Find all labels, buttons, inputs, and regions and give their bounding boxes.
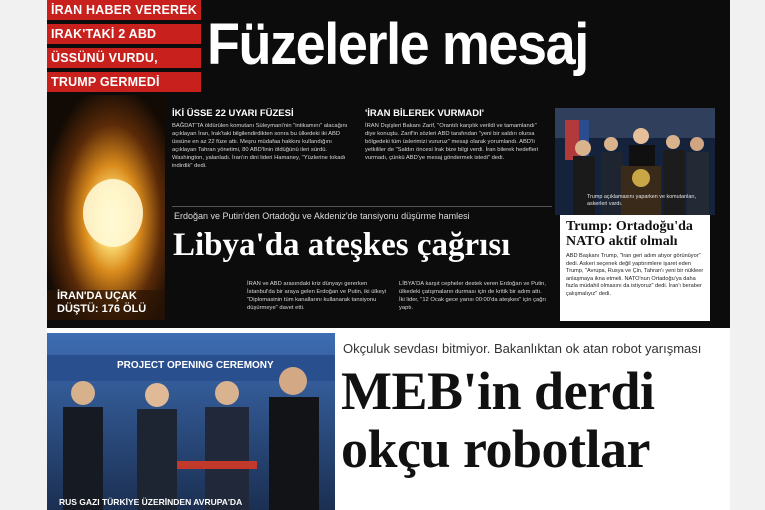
- meb-subhead: Okçuluk sevdası bitmiyor. Bakanlıktan ok atan robot yarışması: [343, 341, 702, 356]
- divider: [172, 206, 552, 207]
- libya-column2: LİBYA'DA karşıt cepheler destek veren Erdoğan ve Putin, ülkedeki çatışmaların durması için de kritik bir adım attı. İki lider, "12 Ocak gece yarısı 00:00'da ateşkes" için çağrı yaptı.: [399, 281, 546, 311]
- kicker-line-1: İRAN HABER VEREREK: [47, 0, 201, 20]
- side-story-body: ABD Başkanı Trump, "İran geri adım atıyor görünüyor" dedi. Askeri seçenek değil yaptırımlere işaret eden Trump, "Avrupa, Rusya ve Çin, Tahran'ı yeni bir nükleer anlaşmaya ikna etmeli. NATO'nun Ortadoğu'ya daha fazla müdahil olmasını da istiyoruz" dedi. İran'ı beraber çalışmalıyız" dedi.: [566, 253, 704, 297]
- libya-column1: İRAN ve ABD arasındaki kriz dünyayı gererken İstanbul'da bir araya gelen Erdoğan ve Putin, iki ülkeyi "Diplomasinin tüm kanallarını kullanarak tansiyonu düşürmeye" davet etti.: [247, 281, 387, 311]
- meb-headline: [341, 362, 726, 478]
- side-story-title: Trump: Ortadoğu'da NATO aktif olmalı: [566, 219, 693, 249]
- meb-headline-line1: MEB'in derdi: [341, 361, 655, 421]
- kicker-line-2: IRAK'TAKİ 2 ABD: [47, 24, 201, 44]
- main-headline: Füzelerle mesaj: [207, 12, 588, 77]
- gas-ceremony-caption: RUS GAZI TÜRKİYE ÜZERİNDEN AVRUPA'DA: [59, 497, 243, 507]
- newspaper-front-page: [47, 0, 730, 510]
- kicker-line-3: ÜSSÜNÜ VURDU,: [47, 48, 201, 68]
- libya-headline: Libya'da ateşkes çağrısı: [173, 227, 511, 263]
- top-news-band: [47, 0, 730, 328]
- column1-head: İKİ ÜSSE 22 UYARI FÜZESİ: [172, 108, 294, 119]
- column2-head: 'İRAN BİLEREK VURMADI': [365, 108, 485, 119]
- kicker-line-4: TRUMP GERMEDİ: [47, 72, 201, 92]
- meb-headline-line2: okçu robotlar: [341, 419, 651, 479]
- trump-photo-caption: Trump açıklamasını yaparken ve komutanları, askerleri vardı.: [587, 194, 697, 207]
- gas-ceremony-photo: [47, 333, 335, 510]
- libya-subhead: Erdoğan ve Putin'den Ortadoğu ve Akdeniz'de tansiyonu düşürme hamlesi: [174, 211, 470, 221]
- side-story-box: [560, 215, 710, 321]
- column2-body: İRAN Dışişleri Bakanı Zarif, "Orantılı karşılık verildi ve tamamlandı" diye konuştu. Zarif'in sözleri ABD tarafından "yeni bir saldırı olursa bölgedeki tüm üslerimizi vururuz" mesajı olarak yorumlandı. ABD'li yetkililer de "Saldırı öncesi Irak bize bilgi verdi. İran bilerek hedefleri vurmadı, çünkü ABD'ye mesaj göndermek istedi" dedi.: [365, 123, 539, 161]
- blast-caption: İRAN'DA UÇAK DÜŞTÜ: 176 ÖLÜ: [57, 290, 147, 315]
- column1-body: BAĞDAT'TA öldürülen komutanı Süleymani'nin "intikamını" alacağını açıklayan İran, Irak'taki bilgilendirdikten sonra bu ülkedeki iki ABD üssüne en az 22 füze attı. Meşru müdafaa hakkını kullandığını açıklayan Tahran yönetimi, 80 ABD'linin öldüğünü ileri sürdü. Washington, yalanladı. İran'ın dini lideri Hamaney, "Yüzlerine tokadı indirdik" dedi.: [172, 123, 348, 169]
- ceremony-banner: PROJECT OPENING CEREMONY: [117, 360, 274, 371]
- missile-blast-photo: [47, 95, 165, 320]
